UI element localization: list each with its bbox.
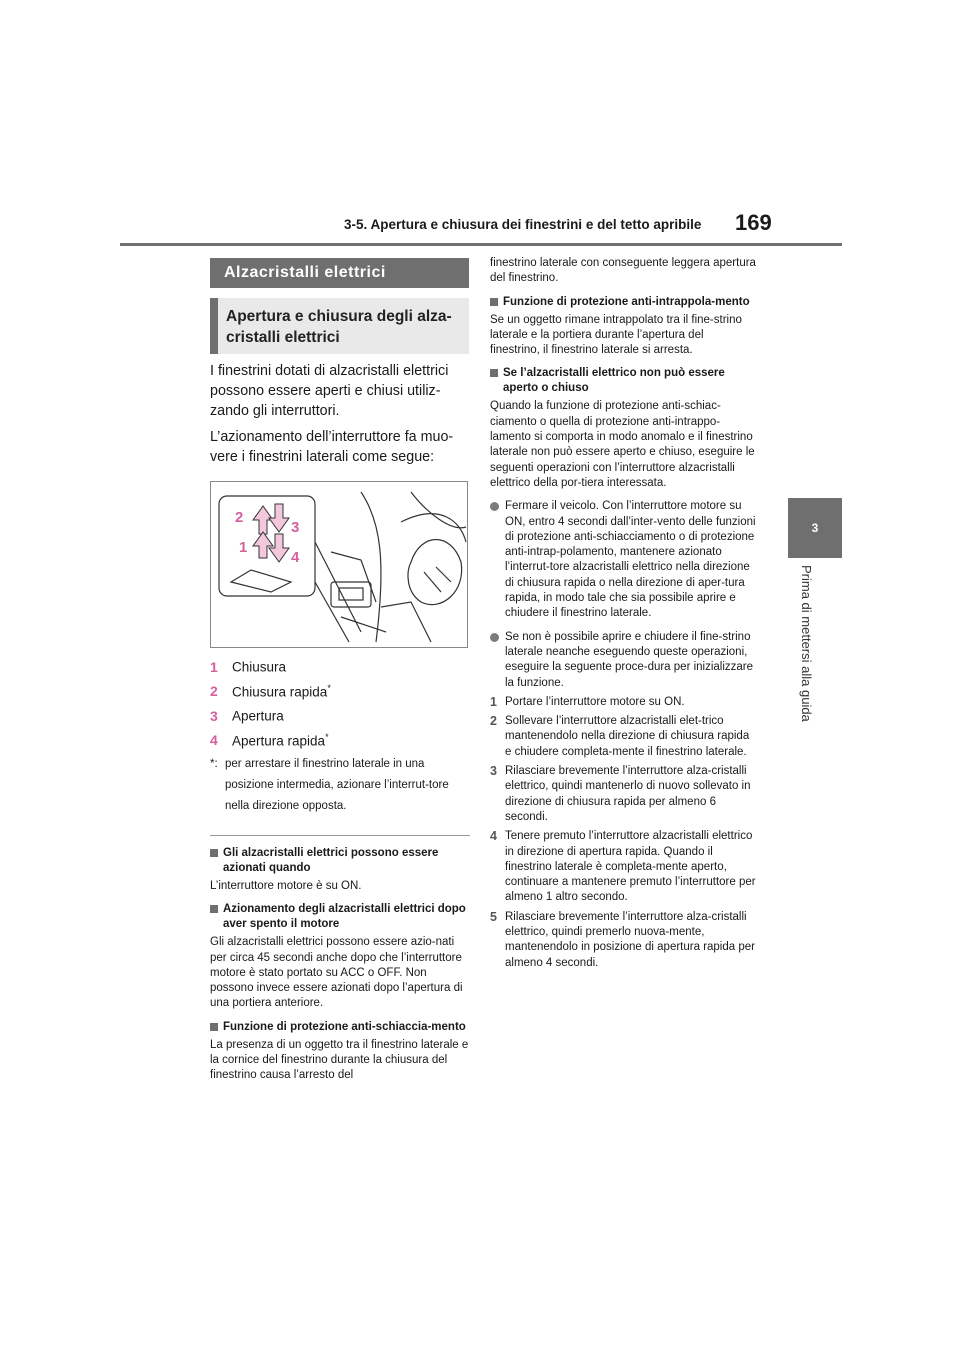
legend-text: Apertura rapida [232, 733, 326, 748]
intro-paragraph: I finestrini dotati di alzacristalli elettrici possono essere aperti e chiusi utiliz-zando gli interruttori. [210, 363, 449, 419]
left-column [210, 361, 470, 1086]
window-switch-illustration [210, 481, 468, 648]
legend-item [210, 732, 470, 749]
note-body: Se un oggetto rimane intrappolato tra il fine-strino laterale e la portiera durante l’apertura del finestrino, il finestrino laterale si arresta. [490, 313, 742, 357]
intro-text [210, 361, 470, 467]
callout-label: 2 [235, 509, 244, 526]
intro-paragraph: L’azionamento dell’interruttore fa muo-vere i finestrini laterali come segue: [210, 429, 454, 465]
window-switch-drawing [211, 482, 467, 647]
section-title: Alzacristalli elettrici [210, 258, 469, 288]
right-column [490, 256, 756, 971]
note-body: Quando la funzione di protezione anti-schiac-ciamento o quella di protezione anti-intrappo-lamento si comporta in modo anomalo e il finestrino laterale non può essere aperto e chiuso, eseguire le seguenti operazioni con l’interruttore alzacristalli elettrico della por-tiera interessata. [490, 400, 755, 489]
step-item [490, 714, 756, 760]
note-title: Funzione di protezione anti-intrappola-mento [503, 295, 750, 308]
legend-number: 4 [210, 732, 218, 748]
legend-number: 1 [210, 658, 218, 675]
step-item [490, 829, 756, 905]
step-item [490, 910, 756, 971]
note-body: L’interruttore motore è su ON. [210, 880, 362, 892]
subsection-title: Apertura e chiusura degli alza-cristalli elettrici [210, 298, 469, 354]
legend-item [210, 683, 470, 700]
running-header: 3-5. Apertura e chiusura dei finestrini e del tetto apribile [344, 217, 702, 232]
note-block [490, 366, 756, 491]
step-number: 5 [490, 909, 497, 924]
step-number: 2 [490, 714, 497, 729]
note-body: Gli alzacristalli elettrici possono essere azio-nati per circa 45 secondi anche dopo che l’interruttore motore è stato portato su ACC o OFF. Non possono invece essere azionati dopo l’apertura di una portiera anteriore. [210, 936, 463, 1010]
note-block [210, 846, 470, 894]
footnote [210, 754, 470, 817]
step-text: Rilasciare brevemente l’interruttore alza-cristalli elettrico, quindi premerlo nuova-mente, mantenendolo in posizione di apertura rapida per almeno 4 secondi. [505, 910, 755, 969]
legend-item [210, 658, 470, 675]
legend-text: Chiusura [232, 659, 287, 675]
bullet-text: Se non è possibile aprire e chiudere il fine-strino laterale neanche eseguendo queste operazioni, eseguire la seguente proce-dura per inizializzare la funzione. [505, 630, 754, 689]
circle-bullet-icon [490, 633, 499, 642]
note-title: Funzione di protezione anti-schiaccia-mento [223, 1020, 466, 1033]
legend-text: Apertura [232, 708, 284, 724]
note-block [210, 1020, 470, 1084]
legend-text: Chiusura rapida [232, 684, 328, 699]
step-number: 4 [490, 829, 497, 844]
chapter-tab: 3 [788, 498, 842, 558]
note-body: La presenza di un oggetto tra il finestrino laterale e la cornice del finestrino durante la chiusura del finestrino causa l’arresto del [210, 1038, 469, 1082]
bullet-text: Fermare il veicolo. Con l’interruttore motore su ON, entro 4 secondi dall’inter-vento delle funzioni di protezione anti-schiacciamento o di protezione anti-intrap-polamento, mantenere azionato l’interrut-tore alzacristalli elettrico nella direzione di chiusura rapida o nella direzione di aper-tura rapida, in modo tale che sia possibile aprire e chiudere il finestrino laterale. [505, 500, 756, 620]
square-bullet-icon [490, 298, 498, 306]
legend-star: * [327, 682, 331, 693]
note-title: Gli alzacristalli elettrici possono essere azionati quando [223, 847, 439, 874]
page-number: 169 [735, 210, 772, 235]
step-item [490, 695, 756, 710]
step-number: 3 [490, 764, 497, 779]
step-number: 1 [490, 694, 497, 709]
bullet-item [490, 499, 756, 621]
note-title: Se l’alzacristalli elettrico non può essere aperto o chiuso [503, 367, 725, 395]
step-text: Rilasciare brevemente l’interruttore alza-cristalli elettrico, quindi mantenerlo di nuovo sollevato in direzione di chiusura rapida per almeno 6 secondi. [505, 765, 751, 823]
step-text: Tenere premuto l’interruttore alzacristalli elettrico in direzione di apertura rapida. Quando il finestrino laterale è completa-mente aperto, continuare a mantenere premuto l’interruttore per almeno 1 altro secondo. [505, 830, 756, 904]
legend-number: 3 [210, 707, 218, 724]
footnote-mark: *: [210, 758, 218, 770]
callout-label: 4 [291, 549, 300, 566]
legend-list [210, 658, 470, 748]
square-bullet-icon [490, 369, 498, 377]
notes-divider [210, 835, 470, 836]
switch-arrows [253, 504, 289, 562]
callout-label: 3 [291, 519, 300, 536]
legend-item [210, 707, 470, 724]
note-block [490, 295, 756, 359]
legend-star: * [325, 731, 329, 742]
step-item [490, 764, 756, 825]
legend-number: 2 [210, 683, 218, 699]
square-bullet-icon [210, 905, 218, 913]
bullet-item [490, 630, 756, 691]
header-divider [120, 243, 842, 246]
step-text: Sollevare l’interruttore alzacristalli elet-trico mantenendolo nella direzione di chiusura rapida e chiudere completa-mente il finestrino laterale. [505, 715, 750, 758]
square-bullet-icon [210, 849, 218, 857]
step-text: Portare l’interruttore motore su ON. [505, 695, 685, 708]
footnote-text: per arrestare il finestrino laterale in una posizione intermedia, azionare l’interrut-tore nella direzione opposta. [225, 758, 449, 812]
callout-label: 1 [239, 539, 248, 556]
circle-bullet-icon [490, 502, 499, 511]
note-title: Azionamento degli alzacristalli elettrici dopo aver spento il motore [223, 903, 466, 931]
note-block [210, 902, 470, 1011]
chapter-label: Prima di mettersi alla guida [799, 565, 814, 722]
continuation-text: finestrino laterale con conseguente leggera apertura del finestrino. [490, 257, 756, 285]
square-bullet-icon [210, 1023, 218, 1031]
